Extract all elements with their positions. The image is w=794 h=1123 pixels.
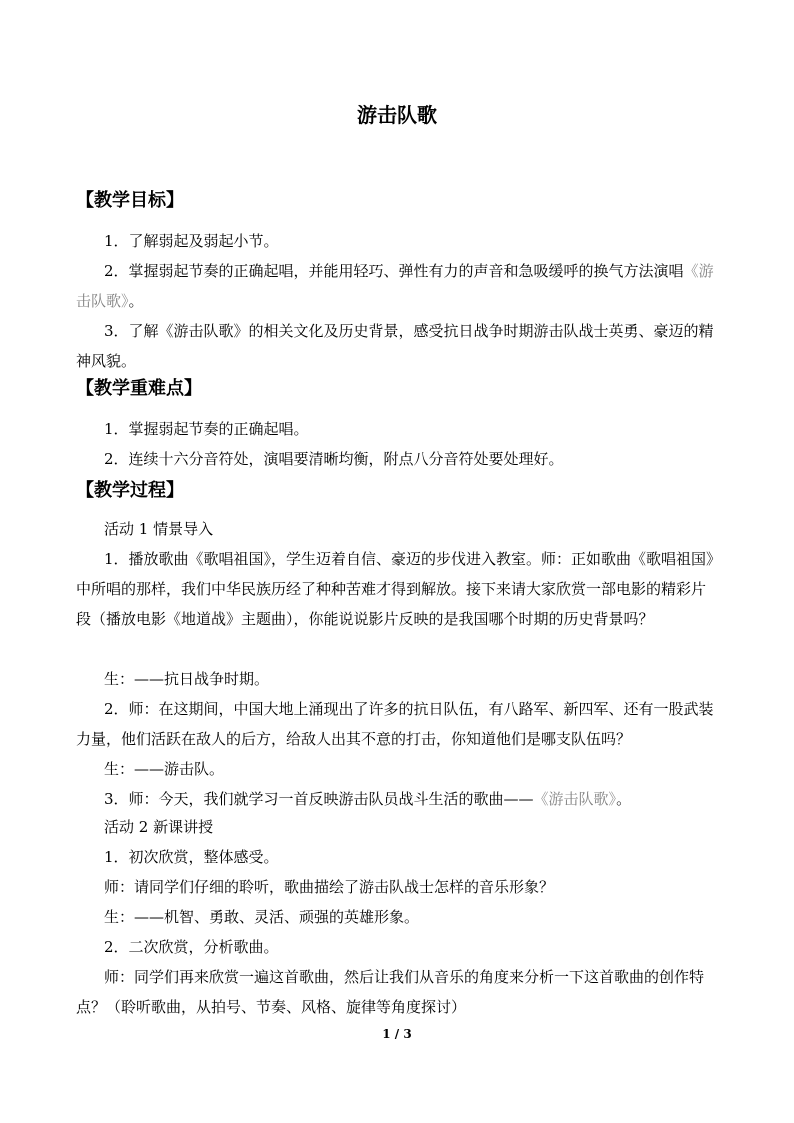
page-number: 1 / 3 (382, 1027, 412, 1041)
objective-2-song-title: 《游击队歌》 (76, 262, 714, 310)
song-title-mention: 《游击队歌》 (533, 790, 617, 808)
process-paragraph (76, 784, 716, 814)
process-paragraph: 师：请同学们仔细的聆听，歌曲描绘了游击队战士怎样的音乐形象？ (104, 878, 555, 896)
heading-key-points: 【教学重难点】 (76, 378, 202, 399)
heading-objectives: 【教学目标】 (76, 190, 184, 211)
objective-1: 1．了解弱起及弱起小节。 (104, 232, 279, 250)
process-paragraph: 生：——游击队。 (104, 760, 225, 778)
key-point-1: 1．掌握弱起节奏的正确起唱。 (104, 420, 309, 438)
activity-2-title: 活动 2 新课讲授 (104, 818, 214, 836)
objective-3: 3．了解《游击队歌》的相关文化及历史背景，感受抗日战争时期游击队战士英勇、豪迈的精神风貌。 (76, 322, 714, 370)
process-paragraph: 师：同学们再来欣赏一遍这首歌曲，然后让我们从音乐的角度来分析一下这首歌曲的创作特点？（聆听歌曲，从拍号、节奏、风格、旋律等角度探讨） (76, 968, 705, 1016)
objective-2 (76, 256, 716, 316)
objective-2-period: 。 (128, 292, 144, 310)
process-paragraph: 2．师：在这期间，中国大地上涌现出了许多的抗日队伍，有八路军、新四军、还有一股武装力量，他们活跃在敌人的后方，给敌人出其不意的打击，你知道他们是哪支队伍吗？ (76, 700, 714, 748)
process-paragraph-text: 3．师：今天，我们就学习一首反映游击队员战斗生活的歌曲—— (104, 790, 534, 808)
process-paragraph: 生：——机智、勇敢、灵活、顽强的英雄形象。 (104, 908, 420, 926)
activity-1-title: 活动 1 情景导入 (104, 520, 214, 538)
process-paragraph-period: 。 (616, 790, 632, 808)
page-title: 游击队歌 (357, 103, 437, 127)
process-paragraph: 2．二次欣赏，分析歌曲。 (104, 938, 279, 956)
process-paragraph: 生：——抗日战争时期。 (104, 670, 270, 688)
process-paragraph: 1．初次欣赏，整体感受。 (104, 848, 279, 866)
objective-2-text: 2．掌握弱起节奏的正确起唱，并能用轻巧、弹性有力的声音和急吸缓呼的换气方法演唱 (104, 262, 684, 280)
heading-process: 【教学过程】 (76, 480, 184, 501)
key-point-2: 2．连续十六分音符处，演唱要清晰均衡，附点八分音符处要处理好。 (104, 450, 564, 468)
process-paragraph: 1．播放歌曲《歌唱祖国》，学生迈着自信、豪迈的步伐进入教室。师：正如歌曲《歌唱祖国》中所唱的那样，我们中华民族历经了种种苦难才得到解放。接下来请大家欣赏一部电影的精彩片段（播放电影《地道战》主题曲），你能说说影片反映的是我国哪个时期的历史背景吗？ (76, 550, 714, 628)
